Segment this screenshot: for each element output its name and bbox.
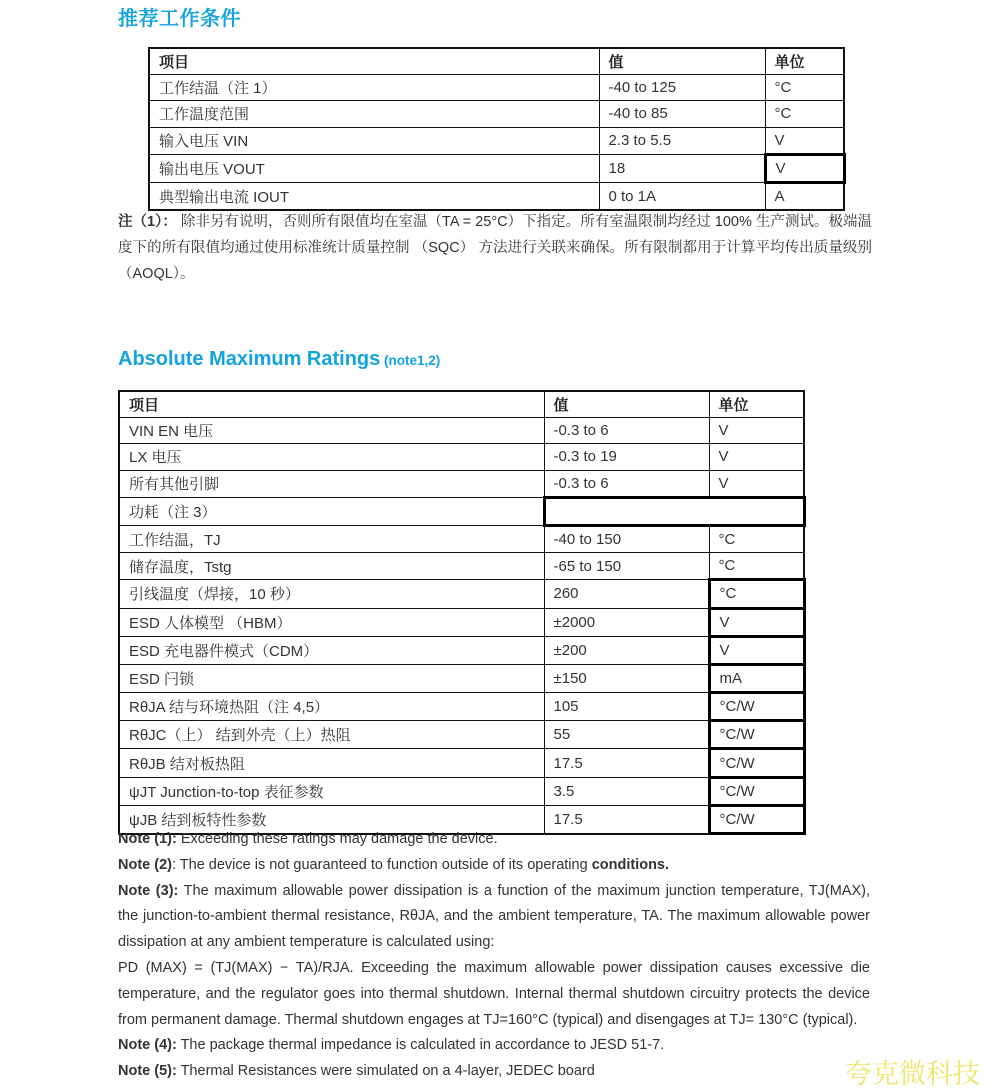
table-row <box>119 721 804 749</box>
unit-cell: °C <box>709 580 804 608</box>
value-cell: -65 to 150 <box>544 553 709 580</box>
note-line <box>118 956 870 1033</box>
note-text: Thermal Resistances were simulated on a 4-layer, JEDEC board <box>176 1063 595 1080</box>
item-cell: VIN EN 电压 <box>119 418 544 444</box>
table-row <box>149 154 844 182</box>
unit-cell: V <box>709 636 804 664</box>
unit-cell: V <box>709 608 804 636</box>
note-line <box>118 1033 870 1059</box>
item-cell: 输入电压 VIN <box>149 127 599 154</box>
unit-cell: °C/W <box>709 721 804 749</box>
value-cell: -0.3 to 6 <box>544 418 709 444</box>
item-cell: ESD 闩锁 <box>119 664 544 692</box>
section2-title-text: Absolute Maximum Ratings <box>118 348 381 370</box>
note-label: Note (2) <box>118 856 172 873</box>
table-row <box>119 749 804 777</box>
note-label: Note (3): <box>118 882 179 899</box>
value-cell: 0 to 1A <box>599 182 765 210</box>
note-text: PD (MAX) = (TJ(MAX) − TA)/RJA. Exceeding the maximum allowable power dissipation causes excessive die temperature, and the regulator goes into thermal shutdown. Internal thermal shutdown circuitry protects the device from permanent damage. Thermal shutdown engages at TJ=160°C (typical) and disengages at TJ= 130°C (typical). <box>118 959 870 1028</box>
item-cell: ESD 人体模型 （HBM） <box>119 608 544 636</box>
item-cell: 典型输出电流 IOUT <box>149 182 599 210</box>
unit-cell: V <box>709 418 804 444</box>
value-cell: ±150 <box>544 664 709 692</box>
table-row <box>119 497 804 525</box>
unit-cell: °C <box>709 525 804 552</box>
unit-cell: °C <box>709 553 804 580</box>
unit-cell: °C <box>765 75 844 101</box>
item-cell: 储存温度，Tstg <box>119 553 544 580</box>
table-row <box>149 75 844 101</box>
table-row <box>119 693 804 721</box>
unit-cell: V <box>765 154 844 182</box>
table-row <box>119 777 804 805</box>
value-cell: -0.3 to 19 <box>544 444 709 470</box>
item-cell: RθJA 结与环境热阻（注 4,5） <box>119 693 544 721</box>
table-row <box>119 470 804 497</box>
unit-cell: V <box>765 127 844 154</box>
note-line <box>118 879 870 956</box>
section1-note <box>118 209 872 287</box>
unit-cell: °C/W <box>709 805 804 833</box>
note-line <box>118 1059 870 1085</box>
value-cell: ±200 <box>544 636 709 664</box>
table-row <box>119 664 804 692</box>
unit-cell: mA <box>709 664 804 692</box>
unit-cell: °C <box>765 101 844 127</box>
note-label: Note (1): <box>118 831 177 847</box>
table-row <box>119 636 804 664</box>
column-header: 值 <box>544 391 709 418</box>
value-cell: -0.3 to 6 <box>544 470 709 497</box>
value-cell: 17.5 <box>544 749 709 777</box>
note-text: The maximum allowable power dissipation is a function of the maximum junction temperature, TJ(MAX), the junction-to-ambient thermal resistance, RθJA, and the ambient temperature, TA. The maximum allowable power dissipation at any ambient temperature is calculated using: <box>118 882 870 951</box>
note-text: Exceeding these ratings may damage the device. <box>176 831 498 847</box>
item-cell: 所有其他引脚 <box>119 470 544 497</box>
column-header: 单位 <box>709 391 804 418</box>
note-line <box>118 827 870 853</box>
value-cell: 2.3 to 5.5 <box>599 127 765 154</box>
unit-cell: °C/W <box>709 777 804 805</box>
table-row <box>119 553 804 580</box>
unit-cell: °C/W <box>709 749 804 777</box>
item-cell: 工作温度范围 <box>149 101 599 127</box>
unit-cell: V <box>709 470 804 497</box>
table-row <box>149 127 844 154</box>
value-cell: 17.5 <box>544 805 709 833</box>
item-cell: 引线温度（焊接，10 秒） <box>119 580 544 608</box>
absolute-maximum-ratings-table <box>118 390 806 835</box>
table-row <box>119 580 804 608</box>
header-row <box>149 48 844 75</box>
value-cell: 260 <box>544 580 709 608</box>
table-row <box>119 418 804 444</box>
item-cell: 输出电压 VOUT <box>149 154 599 182</box>
note-label: Note (4): <box>118 1037 177 1054</box>
recommended-operating-conditions-table <box>148 47 846 211</box>
section1-title: 推荐工作条件 <box>118 8 241 30</box>
note-label: Note (5): <box>118 1063 177 1080</box>
column-header: 项目 <box>149 48 599 75</box>
value-cell: 55 <box>544 721 709 749</box>
value-cell: -40 to 125 <box>599 75 765 101</box>
merged-empty-cell <box>544 497 804 525</box>
table-row <box>119 525 804 552</box>
value-cell: -40 to 85 <box>599 101 765 127</box>
note-label: 注（1）： <box>118 214 177 230</box>
value-cell: 105 <box>544 693 709 721</box>
note-line <box>118 853 870 879</box>
table-row <box>119 608 804 636</box>
watermark: 夸克微科技 <box>845 1059 980 1089</box>
item-cell: ψJB 结到板特性参数 <box>119 805 544 833</box>
item-cell: RθJB 结对板热阻 <box>119 749 544 777</box>
value-cell: ±2000 <box>544 608 709 636</box>
table-row <box>149 101 844 127</box>
note-text: The package thermal impedance is calculated in accordance to JESD 51-7. <box>176 1037 665 1054</box>
unit-cell: °C/W <box>709 693 804 721</box>
item-cell: 工作结温（注 1） <box>149 75 599 101</box>
item-cell: LX 电压 <box>119 444 544 470</box>
note-text: 除非另有说明，否则所有限值均在室温（TA = 25°C）下指定。所有室温限制均经过 100% 生产测试。极端温度下的所有限值均通过使用标准统计质量控制 （SQC） 方法进行关联来确保。所有限制都用于计算平均传出质量级别 （AOQL）。 <box>118 214 872 282</box>
value-cell: 18 <box>599 154 765 182</box>
note-label: conditions. <box>591 856 670 873</box>
item-cell: ψJT Junction-to-top 表征参数 <box>119 777 544 805</box>
item-cell: ESD 充电器件模式（CDM） <box>119 636 544 664</box>
item-cell: 功耗（注 3） <box>119 497 544 525</box>
item-cell: RθJC（上） 结到外壳（上）热阻 <box>119 721 544 749</box>
table-row <box>149 182 844 210</box>
unit-cell: A <box>765 182 844 210</box>
note-text: : The device is not guaranteed to function outside of its operating <box>171 856 592 873</box>
notes-section <box>118 827 870 1085</box>
column-header: 项目 <box>119 391 544 418</box>
value-cell: -40 to 150 <box>544 525 709 552</box>
unit-cell: V <box>709 444 804 470</box>
section2-title <box>118 348 440 371</box>
section2-title-suffix: (note1,2) <box>380 353 441 368</box>
value-cell: 3.5 <box>544 777 709 805</box>
column-header: 值 <box>599 48 765 75</box>
column-header: 单位 <box>765 48 844 75</box>
table-row <box>119 444 804 470</box>
header-row <box>119 391 804 418</box>
item-cell: 工作结温，TJ <box>119 525 544 552</box>
